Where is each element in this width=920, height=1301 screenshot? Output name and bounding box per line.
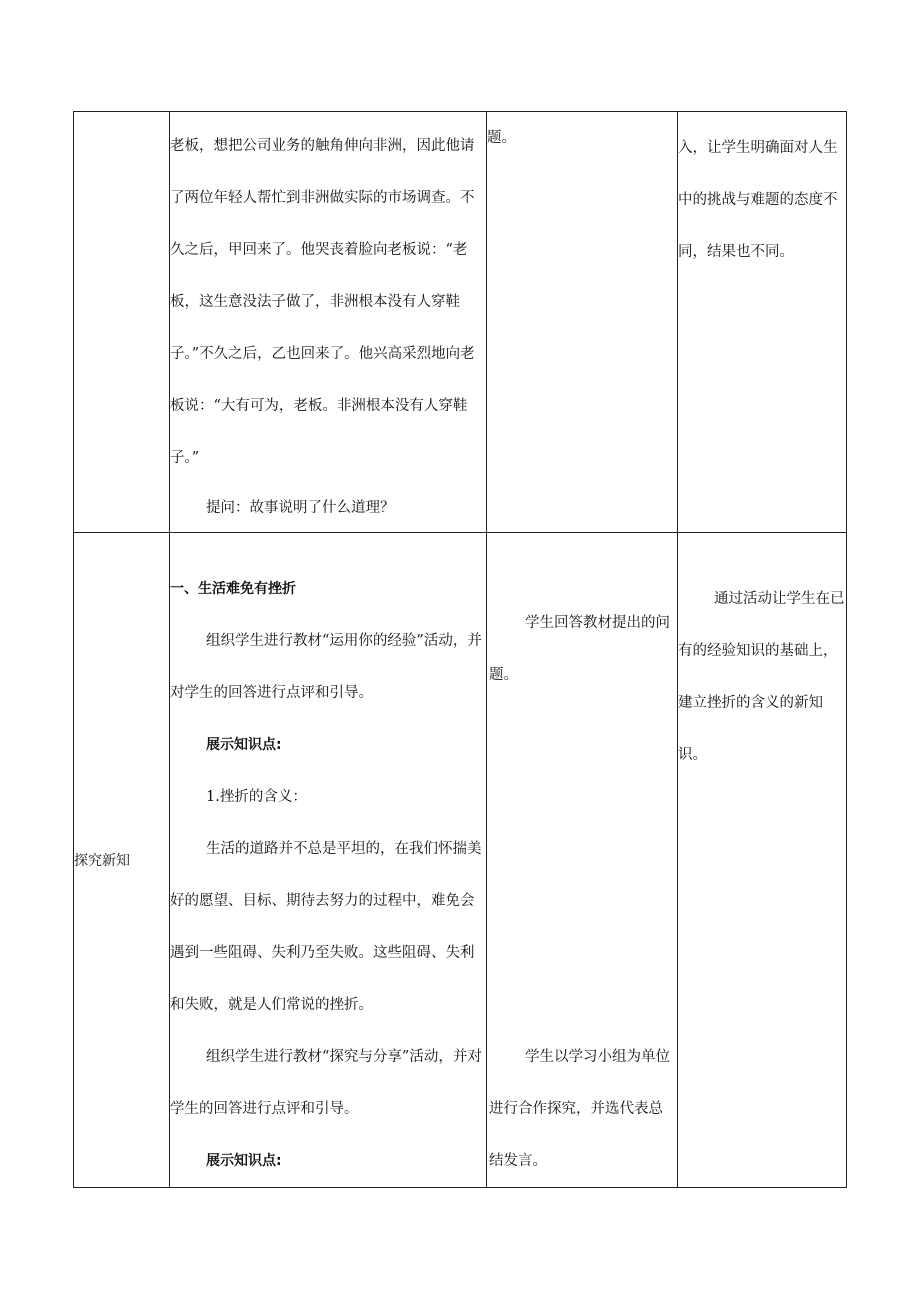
student-activity-text: 题。 <box>487 130 516 146</box>
knowledge-point-label: 展示知识点: <box>206 737 282 753</box>
question-text: 提问：故事说明了什么道理？ <box>206 500 395 516</box>
stage-label-cell <box>74 533 170 1188</box>
design-intent-text: 入，让学生明确面对人生中的挑战与难题的态度不同，结果也不同。 <box>678 140 838 260</box>
student-activity-text: 学生回答教材提出的问题。 <box>489 615 670 683</box>
teacher-activity-cell <box>170 112 487 533</box>
stage-label-cell <box>74 112 170 533</box>
design-intent-text: 通过活动让学生在已有的经验知识的基础上，建立挫折的含义的新知识。 <box>678 591 845 763</box>
activity-text: 组织学生进行教材“运用你的经验”活动，并对学生的回答进行点评和引导。 <box>170 633 482 701</box>
section-heading: 一、生活难免有挫折 <box>170 581 296 597</box>
table-row <box>74 533 847 1188</box>
knowledge-point-label: 展示知识点: <box>206 1153 282 1169</box>
student-activity-cell <box>487 112 678 533</box>
design-intent-cell <box>678 533 847 1188</box>
knowledge-point-text: 生活的道路并不总是平坦的，在我们怀揣美好的愿望、目标、期待去努力的过程中，难免会遇到一些阻碍、失利乃至失败。这些阻碍、失利和失败，就是人们常说的挫折。 <box>170 841 482 1013</box>
stage-label: 探究新知 <box>74 853 130 869</box>
lesson-plan-table <box>73 111 847 1188</box>
student-activity-text: 学生以学习小组为单位进行合作探究，并选代表总结发言。 <box>489 1049 670 1169</box>
story-text: 老板，想把公司业务的触角伸向非洲，因此他请了两位年轻人帮忙到非洲做实际的市场调查。不久之后，甲回来了。他哭丧着脸向老板说：“老板，这生意没法子做了，非洲根本没有人穿鞋子。”不久之后，乙也回来了。他兴高采烈地向老板说：“大有可为，老板。非洲根本没有人穿鞋子。” <box>170 138 475 466</box>
activity-text: 组织学生进行教材“探究与分享”活动，并对学生的回答进行点评和引导。 <box>170 1049 482 1117</box>
student-activity-cell <box>487 533 678 1188</box>
knowledge-point-title: 1.挫折的含义： <box>206 789 307 805</box>
teacher-activity-cell <box>170 533 487 1188</box>
design-intent-cell <box>678 112 847 533</box>
table-row <box>74 112 847 533</box>
